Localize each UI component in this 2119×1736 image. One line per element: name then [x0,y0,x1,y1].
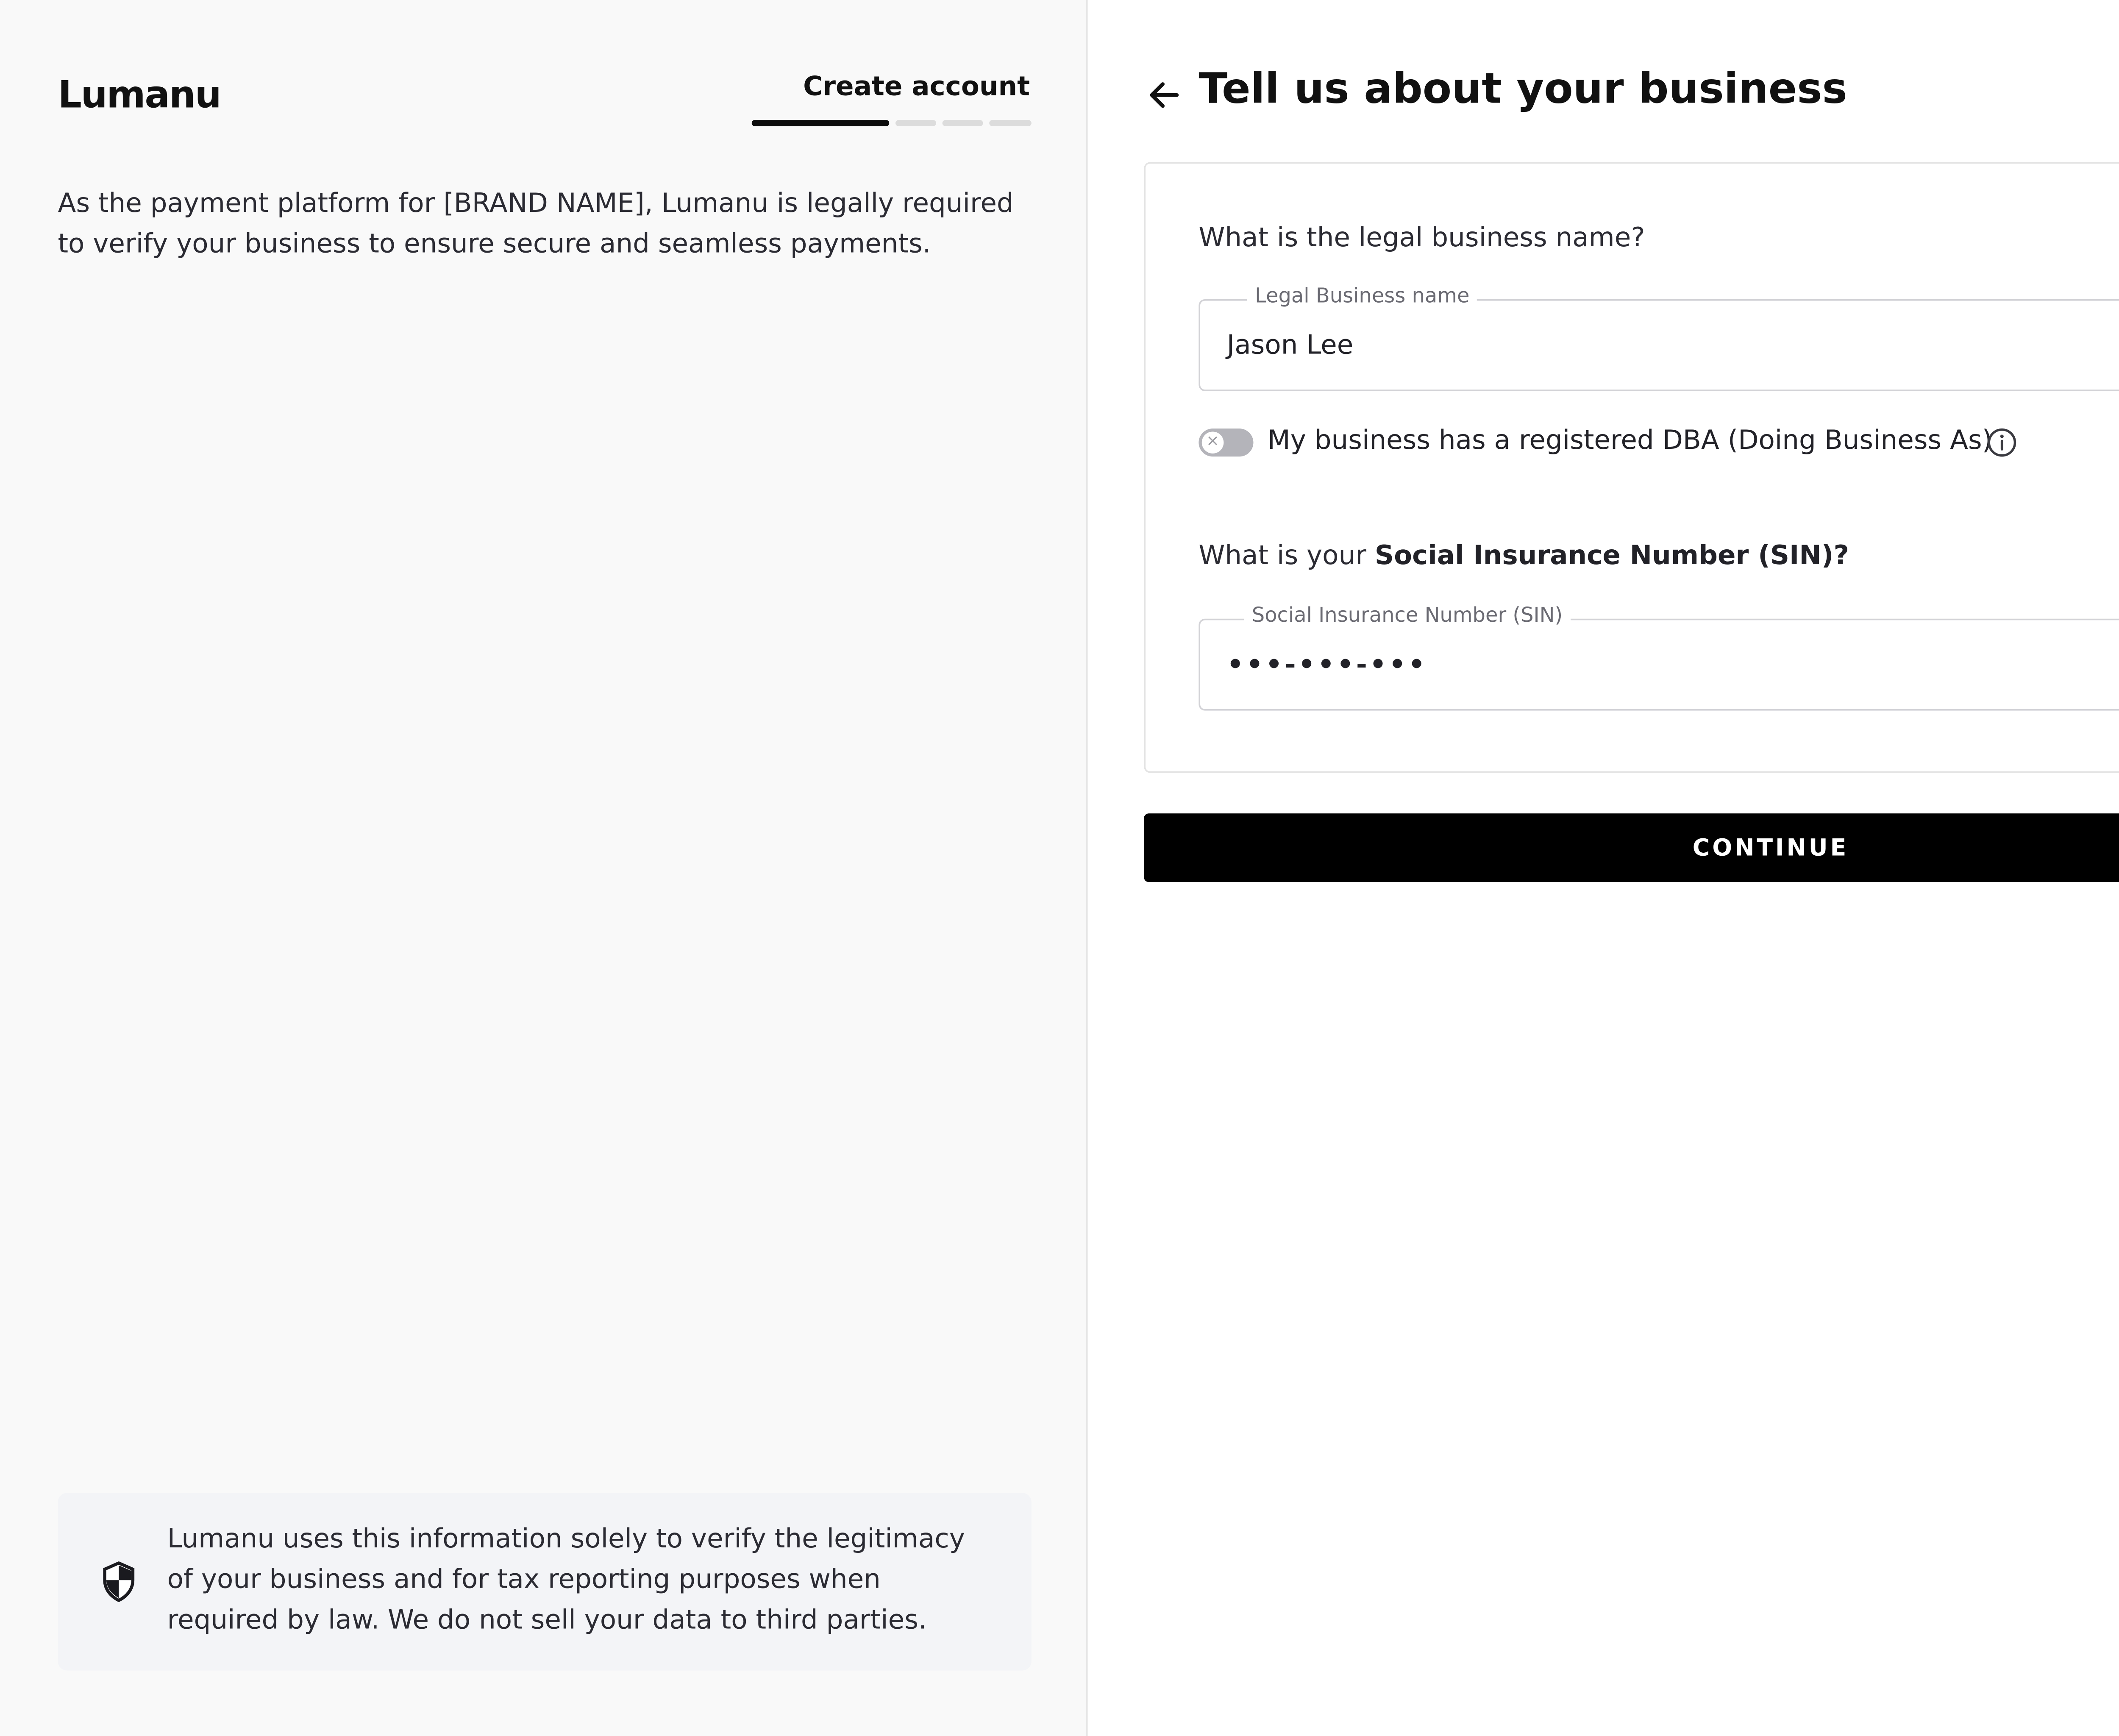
legal-business-name-label: Legal Business name [1247,285,1477,309]
progress-segment-4 [989,120,1032,126]
legal-business-name-field[interactable] [1199,285,2119,391]
sin-question [1199,541,1849,572]
intro-text: As the payment platform for [BRAND NAME], Lumanu is legally required to verify your business to ensure secure and seamless payments. [58,188,1014,261]
legal-business-name-value[interactable]: Jason Lee [1226,330,1354,362]
arrow-left-icon[interactable] [1146,76,1183,114]
sin-field[interactable] [1199,604,2119,711]
page-title: Tell us about your business [1199,65,1847,114]
business-form-card [1144,162,2119,773]
privacy-notice [58,1493,1031,1670]
sin-question-prefix: What is your [1199,540,1375,572]
sin-label: Social Insurance Number (SIN) [1244,605,1570,628]
sin-question-emphasis: Social Insurance Number (SIN)? [1374,540,1849,572]
progress-segment-3 [943,120,983,126]
progress-segment-1 [752,120,890,126]
lumanu-logo: Lumanu [58,73,221,117]
dba-toggle[interactable] [1199,428,1253,456]
step-label: Create account [803,72,1030,103]
privacy-notice-text: Lumanu uses this information solely to verify the legitimacy of your business and for tax reporting purposes when required by law. We do not sell your data to third parties. [167,1524,965,1636]
continue-button[interactable]: CONTINUE [1144,813,2119,882]
toggle-off-icon: × [1202,431,1224,453]
shield-icon [102,1561,136,1602]
business-name-question: What is the legal business name? [1199,223,1645,254]
sin-masked-value[interactable]: •••-•••-••• [1226,650,1428,681]
info-icon[interactable] [1986,427,2018,458]
progress-segment-2 [895,120,936,126]
dba-toggle-label: My business has a registered DBA (Doing Business As) [1267,425,1993,457]
progress-indicator [752,120,1032,128]
